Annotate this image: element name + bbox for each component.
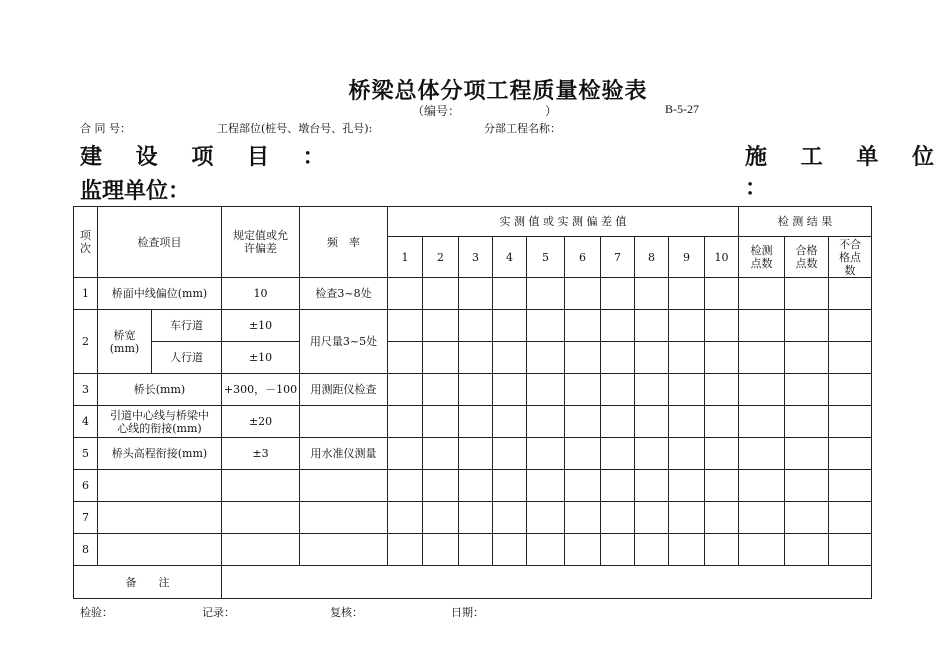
data-cell[interactable]	[565, 374, 601, 406]
construction-project-label: 建 设 项 目 ：	[80, 144, 338, 170]
table-row	[74, 342, 872, 374]
row-frequency[interactable]	[300, 470, 388, 502]
row-number: 4	[74, 406, 98, 438]
row-item: 引道中心线与桥梁中心线的衔接(mm)	[98, 406, 222, 438]
result-cell[interactable]	[739, 534, 785, 566]
data-cell[interactable]	[527, 406, 565, 438]
data-cell[interactable]	[565, 342, 601, 374]
data-cell[interactable]	[635, 310, 669, 342]
data-cell[interactable]	[493, 470, 527, 502]
recorder-label: 记录：	[202, 606, 235, 619]
result-cell[interactable]	[785, 502, 829, 534]
data-cell[interactable]	[601, 278, 635, 310]
contract-number-label: 合 同 号：	[80, 122, 131, 135]
measure-col-7: 7	[601, 237, 635, 278]
row-tolerance: +300，－100	[222, 374, 300, 406]
data-cell[interactable]	[669, 310, 705, 342]
data-cell[interactable]	[601, 406, 635, 438]
data-cell[interactable]	[423, 502, 459, 534]
row-number: 6	[74, 470, 98, 502]
data-cell[interactable]	[388, 406, 423, 438]
header-row	[74, 207, 872, 237]
data-cell[interactable]	[669, 534, 705, 566]
data-cell[interactable]	[493, 310, 527, 342]
header-result: 检 测 结 果	[739, 207, 872, 237]
header-tolerance: 规定值或允许偏差	[222, 207, 300, 278]
row-tolerance: ±3	[222, 438, 300, 470]
data-cell[interactable]	[388, 342, 423, 374]
data-cell[interactable]	[705, 534, 739, 566]
data-cell[interactable]	[705, 470, 739, 502]
data-cell[interactable]	[423, 406, 459, 438]
data-cell[interactable]	[635, 438, 669, 470]
result-cell[interactable]	[829, 534, 872, 566]
row-tolerance: ±10	[222, 310, 300, 342]
row-frequency[interactable]	[300, 502, 388, 534]
table-row	[74, 310, 872, 342]
row-number: 8	[74, 534, 98, 566]
data-cell[interactable]	[527, 470, 565, 502]
data-cell[interactable]	[601, 342, 635, 374]
data-cell[interactable]	[493, 438, 527, 470]
result-cell[interactable]	[829, 374, 872, 406]
measure-col-6: 6	[565, 237, 601, 278]
serial-number-close: ）	[545, 104, 558, 118]
data-cell[interactable]	[459, 342, 493, 374]
data-cell[interactable]	[527, 502, 565, 534]
result-cell[interactable]	[739, 438, 785, 470]
result-cell[interactable]	[739, 374, 785, 406]
measure-col-3: 3	[459, 237, 493, 278]
row-tolerance: 10	[222, 278, 300, 310]
result-cell[interactable]	[785, 534, 829, 566]
data-cell[interactable]	[459, 534, 493, 566]
data-cell[interactable]	[423, 310, 459, 342]
data-cell[interactable]	[669, 502, 705, 534]
data-cell[interactable]	[493, 406, 527, 438]
data-cell[interactable]	[459, 374, 493, 406]
row-tolerance[interactable]	[222, 502, 300, 534]
row-item[interactable]	[98, 502, 222, 534]
measure-col-9: 9	[669, 237, 705, 278]
header-points-failed: 不合格点数	[829, 237, 872, 278]
row-number: 5	[74, 438, 98, 470]
data-cell[interactable]	[423, 374, 459, 406]
inspection-table	[73, 206, 872, 599]
data-cell[interactable]	[493, 342, 527, 374]
row-subitem: 人行道	[152, 342, 222, 374]
row-frequency: 检查3~8处	[300, 278, 388, 310]
supervisor-label: 监理单位：	[80, 178, 191, 204]
data-cell[interactable]	[705, 342, 739, 374]
header-points-passed: 合格点数	[785, 237, 829, 278]
remarks-field[interactable]	[222, 566, 872, 599]
data-cell[interactable]	[459, 502, 493, 534]
data-cell[interactable]	[669, 470, 705, 502]
header-no: 项次	[74, 207, 98, 278]
header-points-checked: 检测点数	[739, 237, 785, 278]
result-cell[interactable]	[785, 374, 829, 406]
data-cell[interactable]	[635, 534, 669, 566]
data-cell[interactable]	[459, 278, 493, 310]
data-cell[interactable]	[388, 438, 423, 470]
data-cell[interactable]	[669, 374, 705, 406]
data-cell[interactable]	[601, 310, 635, 342]
row-tolerance: ±10	[222, 342, 300, 374]
data-cell[interactable]	[388, 310, 423, 342]
data-cell[interactable]	[565, 502, 601, 534]
data-cell[interactable]	[527, 438, 565, 470]
data-cell[interactable]	[601, 534, 635, 566]
measure-col-5: 5	[527, 237, 565, 278]
table-row	[74, 374, 872, 406]
data-cell[interactable]	[635, 342, 669, 374]
data-cell[interactable]	[388, 502, 423, 534]
data-cell[interactable]	[493, 534, 527, 566]
data-cell[interactable]	[669, 278, 705, 310]
measure-col-4: 4	[493, 237, 527, 278]
result-cell[interactable]	[739, 470, 785, 502]
data-cell[interactable]	[601, 374, 635, 406]
serial-number-label: （编号：	[412, 104, 461, 118]
data-cell[interactable]	[705, 502, 739, 534]
data-cell[interactable]	[565, 406, 601, 438]
result-cell[interactable]	[739, 310, 785, 342]
data-cell[interactable]	[493, 278, 527, 310]
data-cell[interactable]	[635, 502, 669, 534]
subproject-name-label: 分部工程名称：	[484, 122, 561, 135]
page-title: 桥梁总体分项工程质量检验表	[348, 78, 648, 104]
row-frequency	[300, 406, 388, 438]
data-cell[interactable]	[635, 374, 669, 406]
data-cell[interactable]	[565, 310, 601, 342]
result-cell[interactable]	[829, 502, 872, 534]
data-cell[interactable]	[423, 534, 459, 566]
row-tolerance: ±20	[222, 406, 300, 438]
header-measured: 实 测 值 或 实 测 偏 差 值	[388, 207, 739, 237]
result-cell[interactable]	[829, 438, 872, 470]
data-cell[interactable]	[388, 374, 423, 406]
result-cell[interactable]	[739, 502, 785, 534]
row-item: 桥面中线偏位(mm)	[98, 278, 222, 310]
result-cell[interactable]	[739, 278, 785, 310]
data-cell[interactable]	[527, 342, 565, 374]
form-code: B-5-27	[665, 102, 699, 116]
result-cell[interactable]	[829, 278, 872, 310]
result-cell[interactable]	[829, 406, 872, 438]
data-cell[interactable]	[527, 374, 565, 406]
data-cell[interactable]	[527, 534, 565, 566]
table-row	[74, 534, 872, 566]
data-cell[interactable]	[459, 310, 493, 342]
result-cell[interactable]	[785, 310, 829, 342]
data-cell[interactable]	[527, 278, 565, 310]
result-cell[interactable]	[829, 342, 872, 374]
result-cell[interactable]	[829, 310, 872, 342]
result-cell[interactable]	[739, 342, 785, 374]
result-cell[interactable]	[785, 278, 829, 310]
reviewer-label: 复核：	[330, 606, 363, 619]
data-cell[interactable]	[423, 438, 459, 470]
row-number: 7	[74, 502, 98, 534]
data-cell[interactable]	[635, 406, 669, 438]
data-cell[interactable]	[423, 278, 459, 310]
table-row	[74, 502, 872, 534]
result-cell[interactable]	[739, 406, 785, 438]
data-cell[interactable]	[669, 438, 705, 470]
row-frequency: 用测距仪检查	[300, 374, 388, 406]
data-cell[interactable]	[601, 502, 635, 534]
data-cell[interactable]	[705, 310, 739, 342]
row-item[interactable]	[98, 470, 222, 502]
measure-col-8: 8	[635, 237, 669, 278]
header-item: 检查项目	[98, 207, 222, 278]
row-item[interactable]	[98, 534, 222, 566]
table-row	[74, 278, 872, 310]
data-cell[interactable]	[635, 278, 669, 310]
data-cell[interactable]	[493, 374, 527, 406]
data-cell[interactable]	[423, 342, 459, 374]
row-number: 1	[74, 278, 98, 310]
row-frequency: 用水准仪测量	[300, 438, 388, 470]
data-cell[interactable]	[669, 406, 705, 438]
table-row	[74, 406, 872, 438]
row-number: 2	[74, 310, 98, 374]
row-item: 桥宽(mm)	[98, 310, 152, 374]
table-row	[74, 470, 872, 502]
data-cell[interactable]	[669, 342, 705, 374]
data-cell[interactable]	[601, 470, 635, 502]
work-location-label: 工程部位(桩号、墩台号、孔号):	[217, 122, 373, 135]
data-cell[interactable]	[388, 470, 423, 502]
row-frequency[interactable]	[300, 534, 388, 566]
measure-col-1: 1	[388, 237, 423, 278]
remarks-label: 备 注	[74, 566, 222, 599]
data-cell[interactable]	[565, 470, 601, 502]
data-cell[interactable]	[565, 534, 601, 566]
data-cell[interactable]	[459, 470, 493, 502]
row-item: 桥长(mm)	[98, 374, 222, 406]
data-cell[interactable]	[565, 278, 601, 310]
data-cell[interactable]	[388, 278, 423, 310]
row-frequency: 用尺量3~5处	[300, 310, 388, 374]
header-frequency: 频 率	[300, 207, 388, 278]
data-cell[interactable]	[493, 502, 527, 534]
row-number: 3	[74, 374, 98, 406]
date-label: 日期：	[451, 606, 484, 619]
data-cell[interactable]	[705, 278, 739, 310]
contractor-label: 施 工 单 位 ：	[745, 144, 947, 201]
row-item: 桥头高程衔接(mm)	[98, 438, 222, 470]
row-tolerance[interactable]	[222, 470, 300, 502]
row-tolerance[interactable]	[222, 534, 300, 566]
measure-col-2: 2	[423, 237, 459, 278]
result-cell[interactable]	[785, 406, 829, 438]
data-cell[interactable]	[423, 470, 459, 502]
table-row	[74, 438, 872, 470]
data-cell[interactable]	[459, 406, 493, 438]
measure-col-10: 10	[705, 237, 739, 278]
data-cell[interactable]	[565, 438, 601, 470]
inspector-label: 检验：	[80, 606, 113, 619]
result-cell[interactable]	[785, 342, 829, 374]
data-cell[interactable]	[601, 438, 635, 470]
data-cell[interactable]	[459, 438, 493, 470]
result-cell[interactable]	[785, 438, 829, 470]
remarks-row	[74, 566, 872, 599]
result-cell[interactable]	[785, 470, 829, 502]
data-cell[interactable]	[527, 310, 565, 342]
data-cell[interactable]	[705, 406, 739, 438]
row-subitem: 车行道	[152, 310, 222, 342]
data-cell[interactable]	[705, 438, 739, 470]
data-cell[interactable]	[705, 374, 739, 406]
data-cell[interactable]	[635, 470, 669, 502]
data-cell[interactable]	[388, 534, 423, 566]
result-cell[interactable]	[829, 470, 872, 502]
